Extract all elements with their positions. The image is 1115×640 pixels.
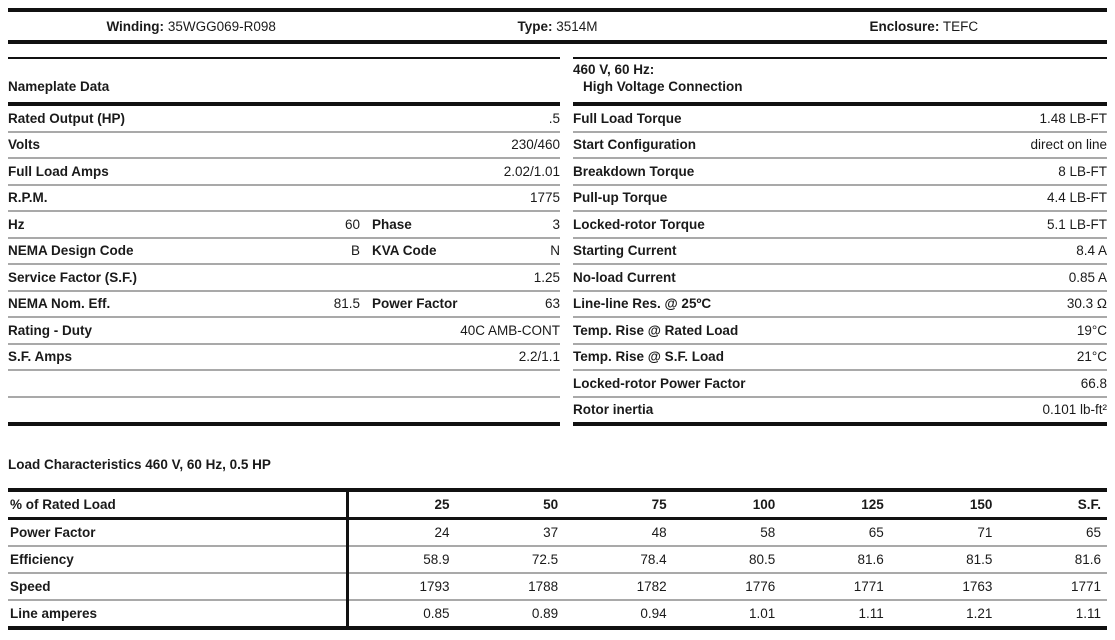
- row-label: Locked-rotor Power Factor: [573, 375, 746, 391]
- cell-value: 1763: [890, 573, 999, 600]
- winding-field: [8, 19, 374, 34]
- row-label: Temp. Rise @ Rated Load: [573, 322, 739, 338]
- nameplate-section: [8, 57, 560, 426]
- row-label: Line amperes: [10, 606, 98, 621]
- row-value: 230/460: [511, 137, 560, 153]
- hv-row-no-load-current: [573, 265, 1107, 292]
- hv-row-pull-up-torque: [573, 186, 1107, 213]
- nameplate-row-volts: [8, 133, 560, 160]
- hv-title-line2: High Voltage Connection: [583, 79, 743, 94]
- winding-label: Winding:: [106, 18, 165, 34]
- nameplate-row-full-load-amps: [8, 159, 560, 186]
- cell-value: 81.5: [890, 546, 999, 573]
- column-header: 25: [347, 490, 456, 519]
- row-value: 1775: [529, 190, 560, 206]
- load-characteristics-table: [8, 488, 1107, 630]
- row-label: Start Configuration: [573, 137, 696, 153]
- row-value: .5: [548, 110, 560, 126]
- row-label: KVA Code: [372, 243, 437, 259]
- cell-value: 65: [998, 519, 1107, 547]
- hv-row-locked-rotor-pf: [573, 371, 1107, 398]
- row-value: 19°C: [1076, 322, 1107, 338]
- row-value: 1.48 LB-FT: [1039, 110, 1107, 126]
- nameplate-row-hz-phase: [8, 212, 560, 239]
- cell-value: 24: [347, 519, 456, 547]
- row-label: Power Factor: [372, 296, 458, 312]
- row-value: 8 LB-FT: [1058, 163, 1107, 179]
- cell-value: 1771: [781, 573, 890, 600]
- column-header: % of Rated Load: [8, 490, 347, 519]
- cell-value: 1776: [673, 573, 782, 600]
- column-header: S.F.: [998, 490, 1107, 519]
- row-value: 0.85 A: [1068, 269, 1107, 285]
- load-characteristics-title: Load Characteristics 460 V, 60 Hz, 0.5 HP: [8, 457, 271, 472]
- cell-value: 1.21: [966, 606, 993, 621]
- cell-value: 1788: [456, 573, 565, 600]
- nameplate-row-rated-output: [8, 106, 560, 133]
- row-value: 2.2/1.1: [518, 349, 560, 365]
- row-value: 3: [552, 216, 560, 232]
- cell-value: 71: [890, 519, 999, 547]
- row-label: No-load Current: [573, 269, 676, 285]
- nameplate-row-service-factor: [8, 265, 560, 292]
- type-field: [374, 19, 740, 34]
- row-label: R.P.M.: [8, 190, 48, 206]
- cell-value: 78.4: [564, 546, 673, 573]
- high-voltage-section: [573, 57, 1107, 426]
- row-label: Service Factor (S.F.): [8, 269, 138, 285]
- row-label: Full Load Torque: [573, 110, 682, 126]
- cell-value: 58.9: [347, 546, 456, 573]
- cell-value: 1771: [998, 573, 1107, 600]
- row-label: Phase: [372, 216, 412, 232]
- enclosure-field: [741, 19, 1107, 34]
- column-header: 75: [564, 490, 673, 519]
- row-label: Efficiency: [8, 546, 347, 573]
- type-label: Type:: [517, 18, 553, 34]
- hv-row-line-line-res: [573, 292, 1107, 319]
- nameplate-row-eff-pf: [8, 292, 560, 319]
- load-row-power-factor: [8, 519, 1107, 547]
- enclosure-value: TEFC: [942, 18, 979, 34]
- cell-value: 72.5: [456, 546, 565, 573]
- enclosure-label: Enclosure:: [869, 18, 940, 34]
- cell-value: 65: [781, 519, 890, 547]
- row-label: Starting Current: [573, 243, 677, 259]
- cell-value: 1782: [564, 573, 673, 600]
- type-value: 3514M: [556, 18, 598, 34]
- row-label: Breakdown Torque: [573, 163, 695, 179]
- cell-value: 58: [673, 519, 782, 547]
- hv-row-temp-rise-sf: [573, 345, 1107, 372]
- row-value: B: [350, 243, 360, 259]
- winding-value: 35WGG069-R098: [167, 18, 276, 34]
- cell-value: 1793: [347, 573, 456, 600]
- cell-value: 37: [456, 519, 565, 547]
- top-header-strip: [8, 8, 1107, 44]
- high-voltage-section-title: [573, 57, 1107, 106]
- row-label: Locked-rotor Torque: [573, 216, 705, 232]
- column-header: 125: [781, 490, 890, 519]
- row-value: 2.02/1.01: [503, 163, 560, 179]
- nameplate-row-design-kva: [8, 239, 560, 266]
- cell-value: 1.11: [1075, 606, 1101, 621]
- row-label: Hz: [8, 216, 25, 232]
- nameplate-section-title: [8, 57, 560, 106]
- hv-row-starting-current: [573, 239, 1107, 266]
- row-label: Rating - Duty: [8, 322, 92, 338]
- row-value: 4.4 LB-FT: [1046, 190, 1107, 206]
- cell-value: 48: [564, 519, 673, 547]
- nameplate-row-rpm: [8, 186, 560, 213]
- row-label: NEMA Nom. Eff.: [8, 296, 111, 312]
- row-label: Line-line Res. @ 25ºC: [573, 296, 712, 312]
- row-value: direct on line: [1030, 137, 1107, 153]
- cell-value: 81.6: [998, 546, 1107, 573]
- load-row-speed: [8, 573, 1107, 600]
- load-row-efficiency: [8, 546, 1107, 573]
- row-label: Power Factor: [8, 519, 347, 547]
- hv-row-start-configuration: [573, 133, 1107, 160]
- column-header: 100: [673, 490, 782, 519]
- nameplate-empty-row: [8, 371, 560, 398]
- hv-row-rotor-inertia: [573, 398, 1107, 427]
- column-header: 50: [456, 490, 565, 519]
- row-value: 21°C: [1076, 349, 1107, 365]
- hv-row-full-load-torque: [573, 106, 1107, 133]
- row-value: 63: [544, 296, 560, 312]
- row-value: 40C AMB-CONT: [460, 322, 560, 338]
- nameplate-title-text: Nameplate Data: [8, 79, 110, 94]
- cell-value: 1.11: [858, 606, 884, 621]
- cell-value: 0.89: [531, 606, 559, 621]
- hv-title-line1: 460 V, 60 Hz:: [573, 62, 655, 77]
- row-value: 0.101 lb-ft²: [1042, 402, 1107, 418]
- cell-value: 1.01: [748, 606, 776, 621]
- row-label: NEMA Design Code: [8, 243, 134, 259]
- row-value: 81.5: [333, 296, 360, 312]
- cell-value: 0.85: [347, 600, 456, 628]
- row-value: 66.8: [1080, 375, 1107, 391]
- cell-value: 81.6: [781, 546, 890, 573]
- row-value: 8.4 A: [1076, 243, 1107, 259]
- two-column-area: [8, 57, 1107, 426]
- row-value: 5.1 LB-FT: [1046, 216, 1107, 232]
- row-label: Full Load Amps: [8, 163, 109, 179]
- hv-row-temp-rise-rated: [573, 318, 1107, 345]
- load-table-header-row: [8, 490, 1107, 519]
- row-value: 1.25: [533, 269, 560, 285]
- hv-row-locked-rotor-torque: [573, 212, 1107, 239]
- load-row-line-amperes: [8, 600, 1107, 628]
- cell-value: 80.5: [673, 546, 782, 573]
- cell-value: 0.94: [640, 606, 667, 621]
- row-label: Temp. Rise @ S.F. Load: [573, 349, 724, 365]
- column-header: 150: [890, 490, 999, 519]
- row-label: S.F. Amps: [8, 349, 73, 365]
- nameplate-row-rating-duty: [8, 318, 560, 345]
- row-label: Rated Output (HP): [8, 110, 125, 126]
- row-value: N: [550, 243, 560, 259]
- hv-row-breakdown-torque: [573, 159, 1107, 186]
- row-label: Pull-up Torque: [573, 190, 668, 206]
- row-value: 60: [344, 216, 360, 232]
- row-label: Rotor inertia: [573, 402, 654, 418]
- row-label: Speed: [8, 573, 347, 600]
- row-value: 30.3 Ω: [1066, 296, 1107, 312]
- nameplate-row-sf-amps: [8, 345, 560, 372]
- nameplate-empty-row: [8, 398, 560, 427]
- row-label: Volts: [8, 137, 41, 153]
